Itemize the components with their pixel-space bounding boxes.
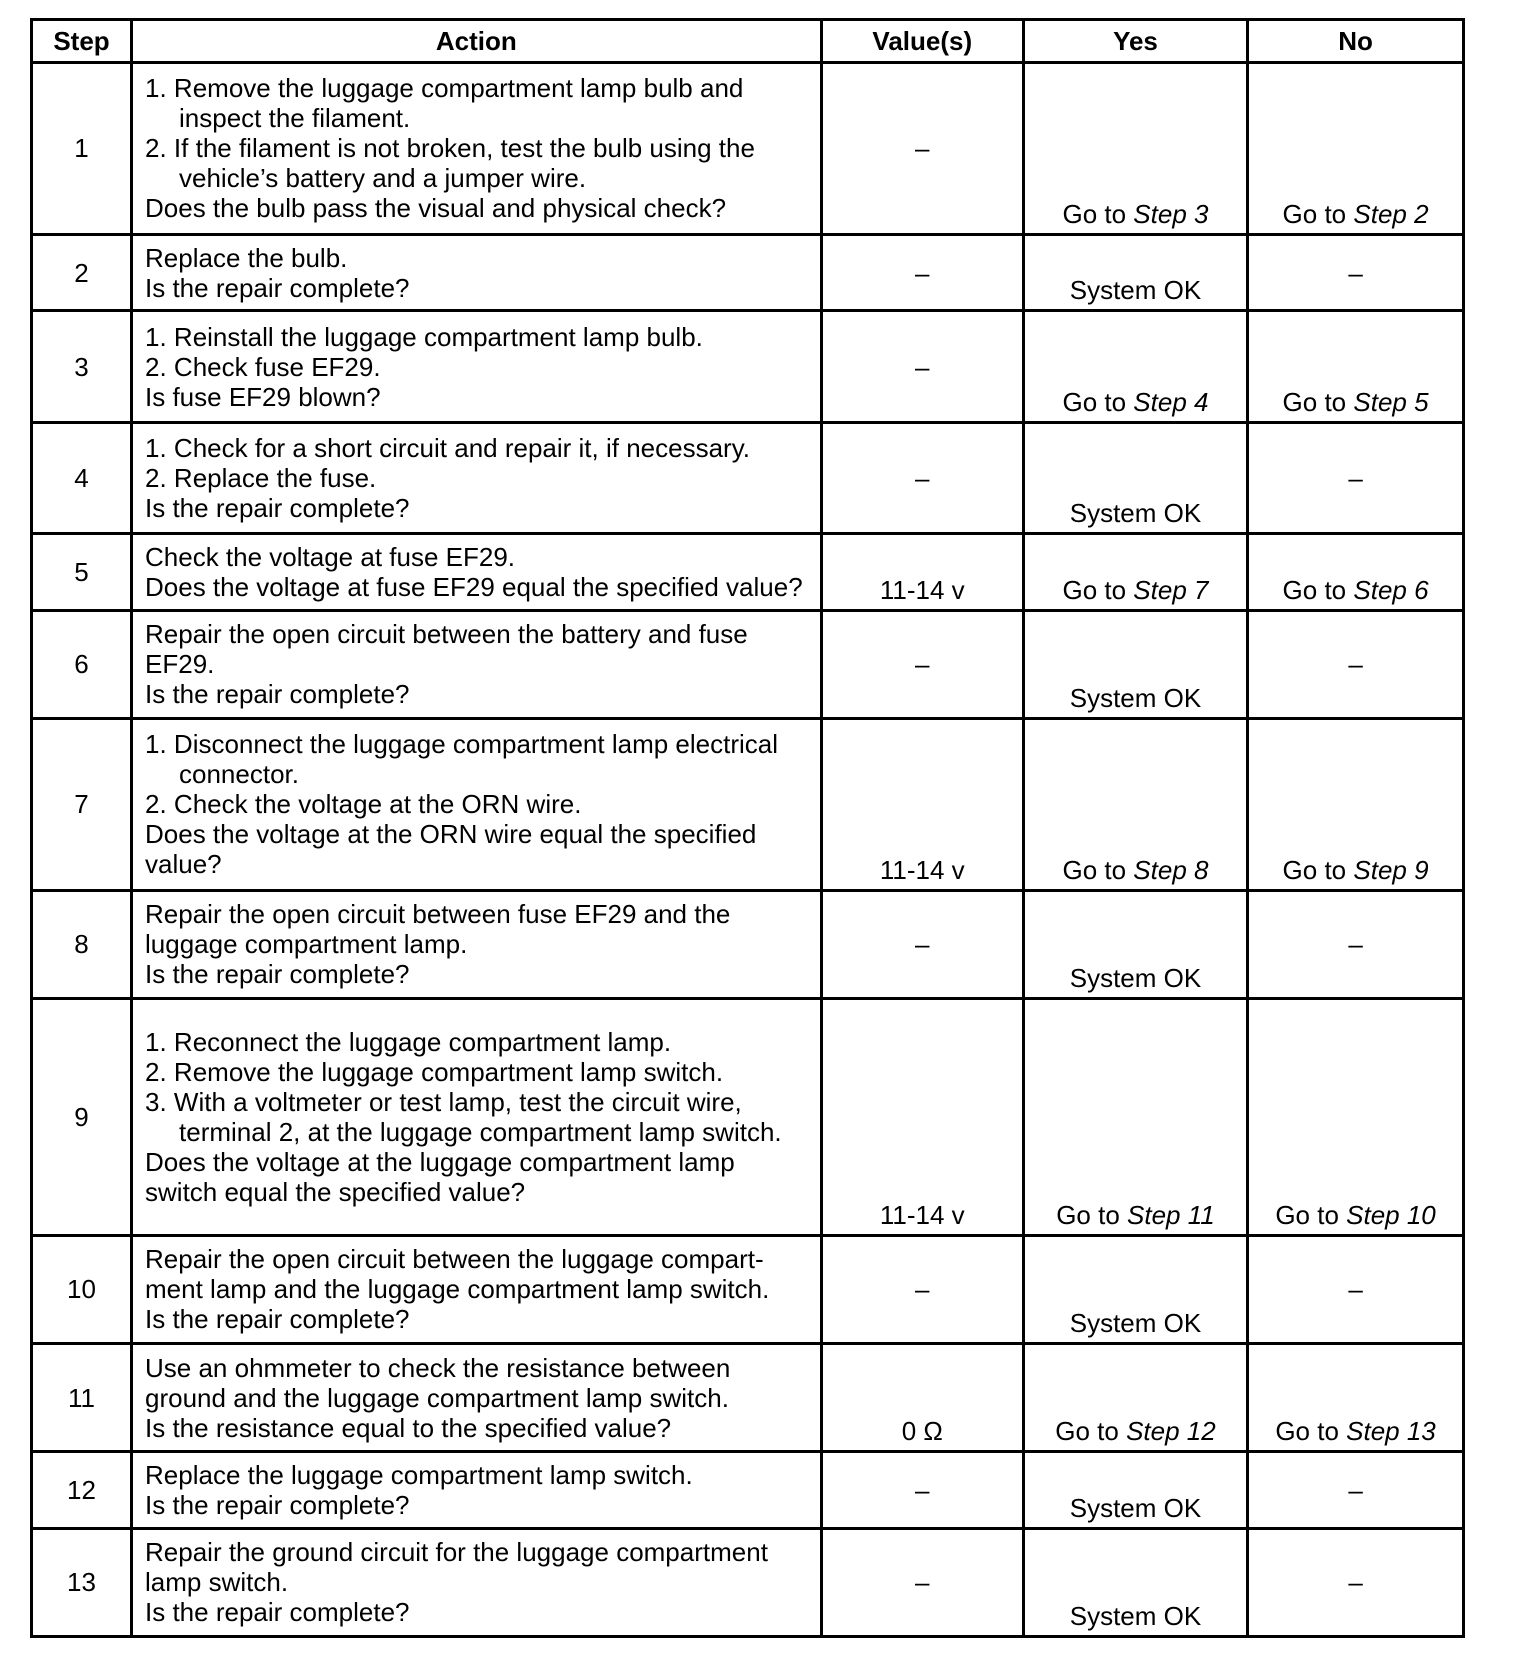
action-item: Check the voltage at fuse EF29. [145,541,516,572]
no-step-link: Step 10 [1346,1199,1436,1230]
action-item: 1. Reconnect the luggage compartment lamp. [145,1026,672,1057]
action-cell [132,610,822,718]
header-action: Action [132,20,822,63]
header-no: No [1248,20,1464,63]
no-step-link: Step 9 [1353,854,1429,885]
value-cell: – [821,422,1023,533]
action-question: Does the voltage at the luggage compartment lamp switch equal the specified value? [145,1146,735,1207]
action-item: Use an ohmmeter to check the resistance between ground and the luggage compartment lamp switch. [145,1352,731,1413]
table-row [32,311,1464,422]
action-cell [132,311,822,422]
action-item: 1. Disconnect the luggage compartment lamp electrical connector. [145,729,779,790]
no-text: – [1348,1567,1363,1598]
table-row [32,234,1464,310]
value-cell: 11-14 v [821,534,1023,610]
table-row [32,1452,1464,1528]
yes-cell [1023,1528,1247,1636]
header-row [32,20,1464,63]
yes-cell [1023,610,1247,718]
yes-cell [1023,534,1247,610]
value-cell: – [821,63,1023,235]
table-row [32,718,1464,890]
yes-step-link: Step 11 [1127,1199,1215,1230]
no-text: – [1348,649,1363,680]
action-question: Is the repair complete? [145,959,410,990]
no-cell [1248,1452,1464,1528]
yes-step-link: Step 7 [1133,574,1209,605]
action-cell [132,718,822,890]
yes-cell [1023,1452,1247,1528]
yes-text: Go to [1056,1199,1128,1230]
diagnostic-table [30,18,1465,1638]
yes-cell [1023,890,1247,998]
no-text: Go to [1282,386,1354,417]
yes-text: System OK [1069,275,1202,306]
no-cell [1248,311,1464,422]
no-text: – [1348,257,1363,288]
no-text: – [1348,1474,1363,1505]
yes-cell [1023,234,1247,310]
table-body [32,63,1464,1637]
table-row [32,999,1464,1236]
action-question: Is the repair complete? [145,1489,410,1520]
no-step-link: Step 2 [1353,198,1429,229]
yes-cell [1023,718,1247,890]
no-text: Go to [1282,574,1354,605]
step-number: 4 [32,422,132,533]
value-cell: – [821,610,1023,718]
action-question: Does the bulb pass the visual and physical check? [145,193,727,224]
action-question: Does the voltage at fuse EF29 equal the specified value? [145,571,803,602]
yes-text: System OK [1069,498,1202,529]
value-cell: – [821,1452,1023,1528]
value-cell: – [821,234,1023,310]
action-question: Does the voltage at the ORN wire equal the specified value? [145,819,757,880]
no-cell [1248,999,1464,1236]
no-step-link: Step 6 [1353,574,1429,605]
action-item: 1. Reinstall the luggage compartment lamp bulb. [145,321,703,352]
value-cell: 0 Ω [821,1343,1023,1451]
value-cell: 11-14 v [821,718,1023,890]
no-cell [1248,890,1464,998]
action-item: Repair the ground circuit for the luggage compartment lamp switch. [145,1537,768,1598]
action-cell [132,422,822,533]
yes-text: Go to [1062,386,1134,417]
yes-step-link: Step 4 [1133,386,1209,417]
step-number: 12 [32,1452,132,1528]
table-row [32,63,1464,235]
no-text: Go to [1275,1416,1347,1447]
step-number: 2 [32,234,132,310]
yes-cell [1023,999,1247,1236]
value-cell: – [821,1235,1023,1343]
action-item: 3. With a voltmeter or test lamp, test the circuit wire, terminal 2, at the luggage compartment lamp switch. [145,1086,782,1147]
action-question: Is the repair complete? [145,1597,410,1628]
step-number: 5 [32,534,132,610]
action-cell [132,890,822,998]
step-number: 13 [32,1528,132,1636]
no-text: – [1348,1274,1363,1305]
yes-text: System OK [1069,682,1202,713]
action-item: 2. Check the voltage at the ORN wire. [145,789,582,820]
step-number: 10 [32,1235,132,1343]
yes-text: Go to [1062,198,1134,229]
yes-step-link: Step 12 [1126,1416,1216,1447]
header-yes: Yes [1023,20,1247,63]
action-cell [132,1343,822,1451]
yes-text: System OK [1069,1307,1202,1338]
yes-cell [1023,422,1247,533]
no-step-link: Step 5 [1353,386,1429,417]
header-step: Step [32,20,132,63]
action-item: 1. Check for a short circuit and repair it, if necessary. [145,433,750,463]
no-cell [1248,1235,1464,1343]
action-item: Repair the open circuit between the battery and fuse EF29. [145,619,748,680]
table-row [32,1235,1464,1343]
yes-text: Go to [1062,854,1134,885]
yes-text: System OK [1069,963,1202,994]
action-question: Is the repair complete? [145,272,410,303]
no-cell [1248,1343,1464,1451]
step-number: 8 [32,890,132,998]
action-item: 2. Check fuse EF29. [145,351,381,382]
action-item: 2. If the filament is not broken, test the bulb using the vehicle’s battery and a jumper wire. [145,133,755,194]
action-item: Repair the open circuit between the luggage compart-ment lamp and the luggage compartment lamp switch. [145,1244,770,1305]
yes-cell [1023,311,1247,422]
action-question: Is the resistance equal to the specified value? [145,1412,672,1443]
action-question: Is fuse EF29 blown? [145,381,381,412]
yes-text: System OK [1069,1492,1202,1523]
action-question: Is the repair complete? [145,679,410,710]
action-item: 1. Remove the luggage compartment lamp bulb and inspect the filament. [145,73,744,134]
no-cell [1248,234,1464,310]
yes-cell [1023,63,1247,235]
action-item: Replace the luggage compartment lamp switch. [145,1459,693,1490]
table-row [32,1343,1464,1451]
step-number: 6 [32,610,132,718]
no-cell [1248,63,1464,235]
no-cell [1248,422,1464,533]
yes-step-link: Step 3 [1133,198,1209,229]
table-row [32,1528,1464,1636]
no-cell [1248,534,1464,610]
value-cell: 11-14 v [821,999,1023,1236]
no-text: Go to [1282,198,1354,229]
no-text: Go to [1282,854,1354,885]
action-item: Replace the bulb. [145,242,348,273]
step-number: 3 [32,311,132,422]
step-number: 1 [32,63,132,235]
table-row [32,422,1464,533]
step-number: 9 [32,999,132,1236]
no-cell [1248,610,1464,718]
no-step-link: Step 13 [1346,1416,1436,1447]
no-text: Go to [1275,1199,1347,1230]
table-row [32,610,1464,718]
value-cell: – [821,311,1023,422]
yes-text: System OK [1069,1601,1202,1631]
yes-cell [1023,1343,1247,1451]
no-text: – [1348,929,1363,960]
header-values: Value(s) [821,20,1023,63]
table-row [32,890,1464,998]
table-row [32,534,1464,610]
step-number: 7 [32,718,132,890]
action-cell [132,534,822,610]
step-number: 11 [32,1343,132,1451]
action-question: Is the repair complete? [145,1304,410,1335]
yes-text: Go to [1055,1416,1127,1447]
no-cell [1248,1528,1464,1636]
yes-text: Go to [1062,574,1134,605]
no-text: – [1348,463,1363,493]
action-cell [132,999,822,1236]
action-cell [132,1235,822,1343]
action-item: 2. Replace the fuse. [145,463,377,493]
action-question: Is the repair complete? [145,493,410,523]
action-item: 2. Remove the luggage compartment lamp switch. [145,1056,724,1087]
action-cell [132,1528,822,1636]
value-cell: – [821,1528,1023,1636]
yes-step-link: Step 8 [1133,854,1209,885]
action-item: Repair the open circuit between fuse EF29 and the luggage compartment lamp. [145,899,731,960]
no-cell [1248,718,1464,890]
action-cell [132,1452,822,1528]
action-cell [132,63,822,235]
yes-cell [1023,1235,1247,1343]
action-cell [132,234,822,310]
value-cell: – [821,890,1023,998]
